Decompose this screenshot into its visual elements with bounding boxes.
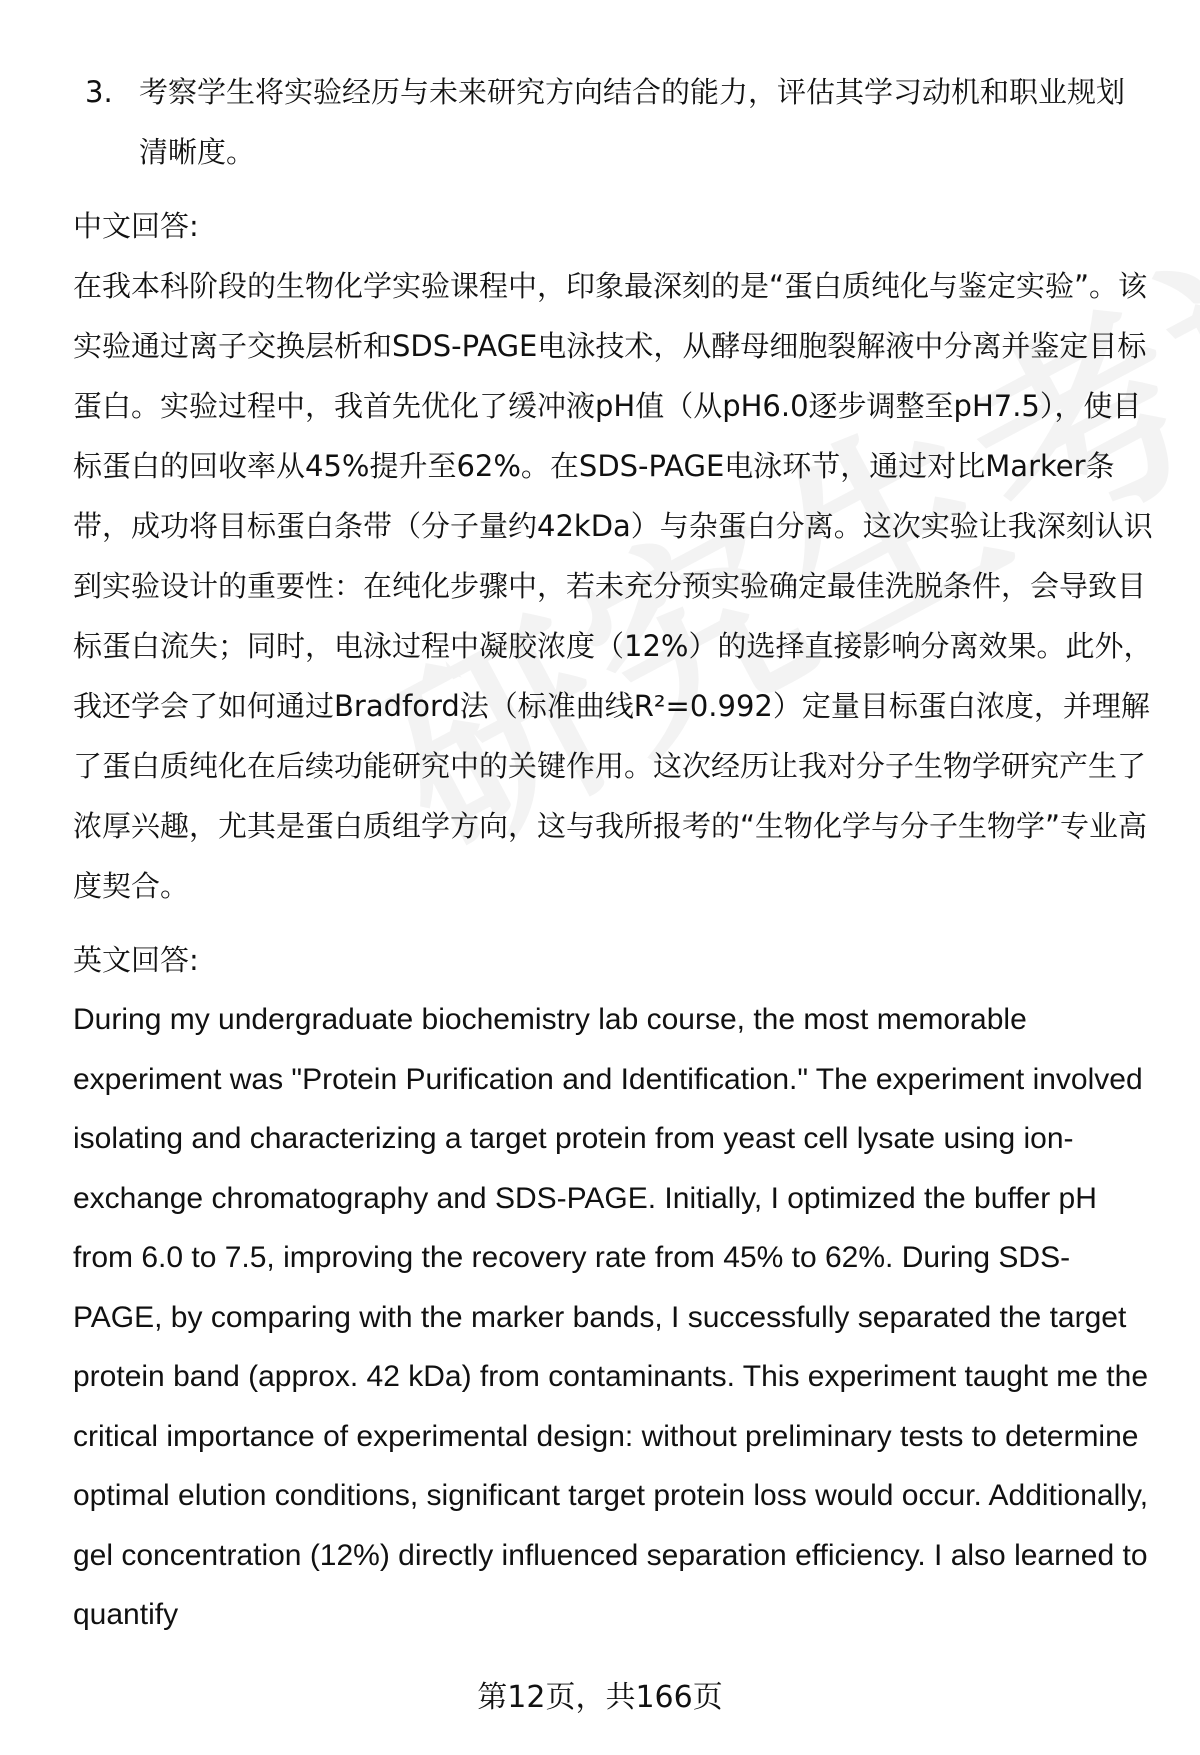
english-answer-label: 英文回答: (73, 943, 199, 977)
chinese-answer-label: 中文回答: (73, 209, 199, 243)
numbered-list-item (85, 62, 1153, 182)
english-answer-text: During my undergraduate biochemistry lab course, the most memorable experiment was "Protein Purification and Identification." The experiment involved isolating and characterizing a target protein from yeast cell lysate using ion-exchange chromatography and SDS-PAGE. Initially, I optimized the buffer pH from 6.0 to 7.5, improving the recovery rate from 45% to 62%. During SDS-PAGE, by comparing with the marker bands, I successfully separated the target protein band (approx. 42 kDa) from contaminants. This experiment taught me the critical importance of experimental design: without preliminary tests to determine optimal elution conditions, significant target protein loss would occur. Additionally, gel concentration (12%) directly influenced separation efficiency. I also learned to quantify (73, 1003, 1149, 1631)
page-number-footer: 第12页，共166页 (477, 1680, 723, 1715)
list-item-text: 考察学生将实验经历与未来研究方向结合的能力，评估其学习动机和职业规划清晰度。 (139, 75, 1126, 169)
page-content (73, 62, 1153, 1645)
list-item-number: 3. (85, 75, 113, 109)
chinese-answer-text: 在我本科阶段的生物化学实验课程中，印象最深刻的是“蛋白质纯化与鉴定实验”。该实验通过离子交换层析和SDS-PAGE电泳技术，从酵母细胞裂解液中分离并鉴定目标蛋白。实验过程中，我首先优化了缓冲液pH值（从pH6.0逐步调整至pH7.5），使目标蛋白的回收率从45%提升至62%。在SDS-PAGE电泳环节，通过对比Marker条带，成功将目标蛋白条带（分子量约42kDa）与杂蛋白分离。这次实验让我深刻认识到实验设计的重要性：在纯化步骤中，若未充分预实验确定最佳洗脱条件，会导致目标蛋白流失；同时，电泳过程中凝胶浓度（12%）的选择直接影响分离效果。此外，我还学会了如何通过Bradford法（标准曲线R²=0.992）定量目标蛋白浓度，并理解了蛋白质纯化在后续功能研究中的关键作用。这次经历让我对分子生物学研究产生了浓厚兴趣，尤其是蛋白质组学方向，这与我所报考的“生物化学与分子生物学”专业高度契合。 (73, 269, 1153, 903)
